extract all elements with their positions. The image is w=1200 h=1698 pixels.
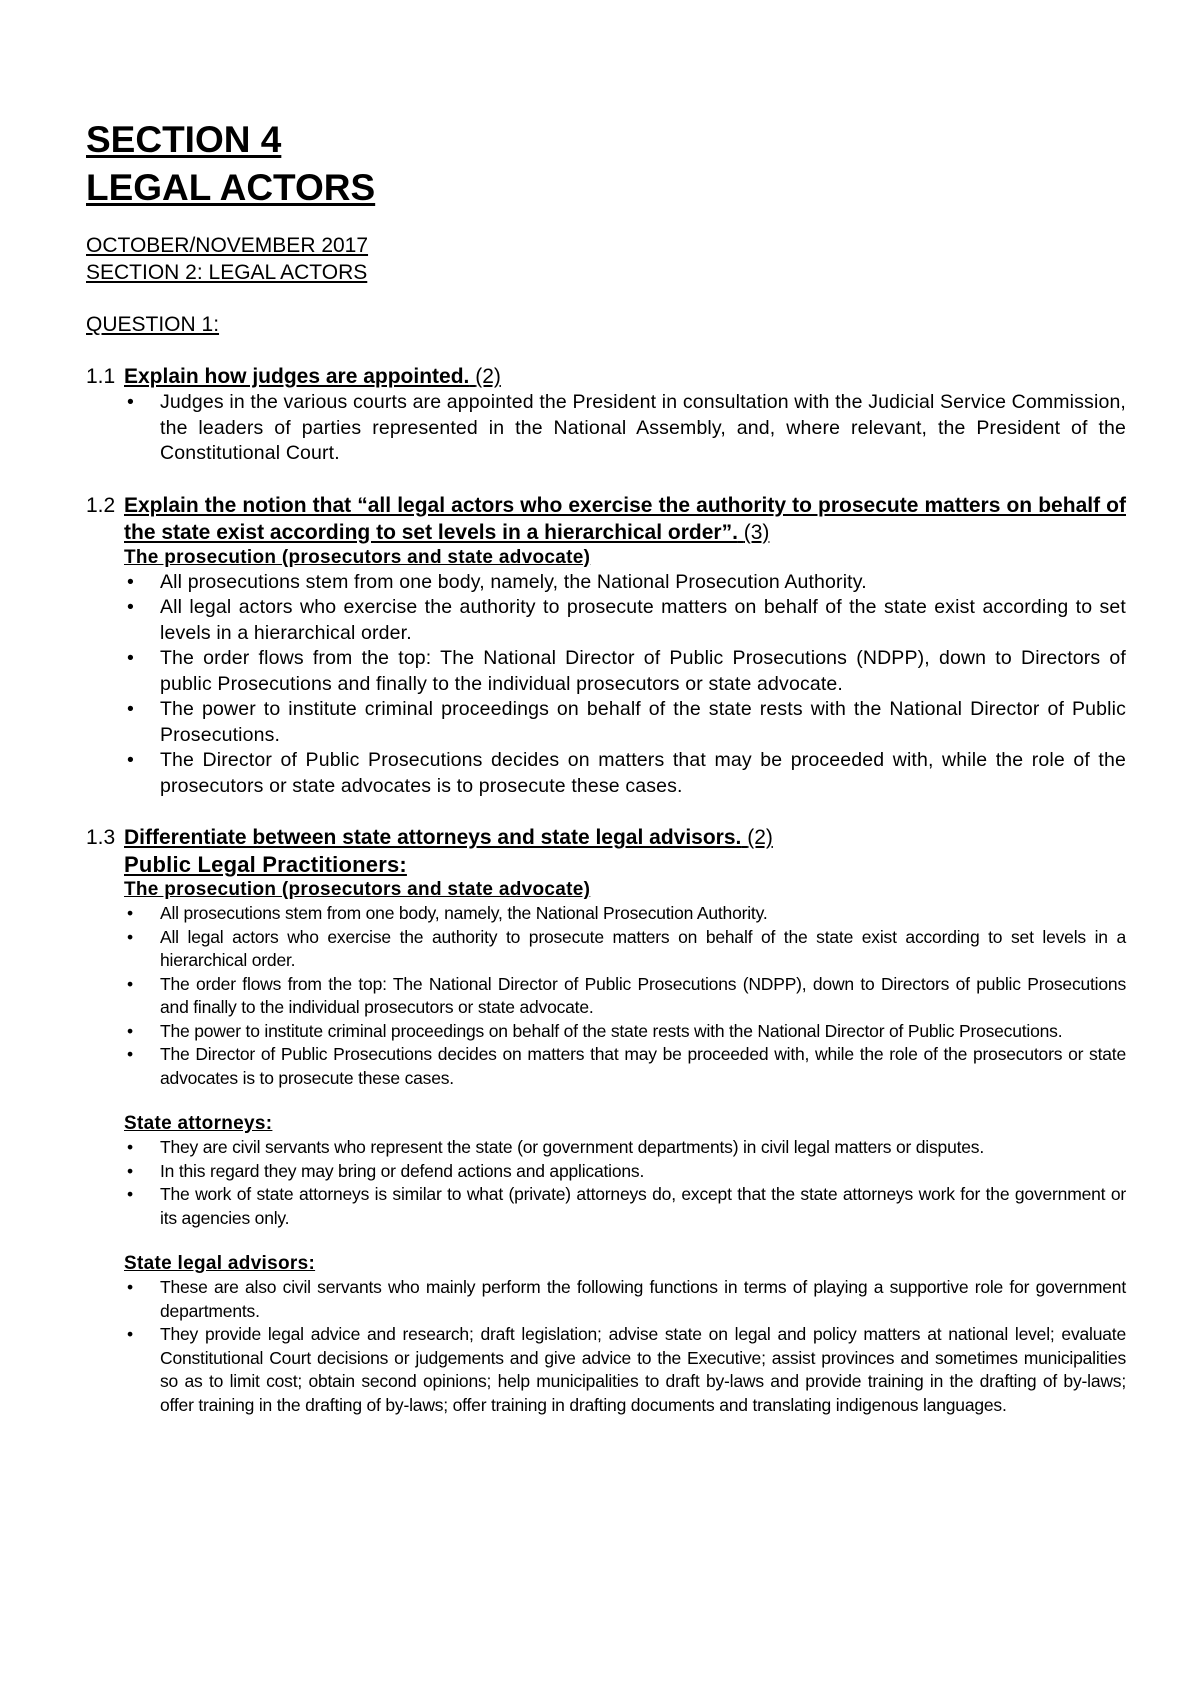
bullet-icon: • xyxy=(127,570,134,593)
bullet-icon: • xyxy=(127,1044,133,1064)
question-body xyxy=(124,363,1126,390)
list-item-text: The Director of Public Prosecutions decides on matters that may be proceeded with, while the role of the prosecutors or state advocates is to prosecute these cases. xyxy=(160,749,1126,797)
bullet-icon: • xyxy=(127,1184,133,1204)
list-item-text: Judges in the various courts are appointed the President in consultation with the Judicial Service Commission, the leaders of parties represented in the National Assembly, and, where relevant, the President of the Constitutional Court. xyxy=(160,391,1127,464)
list-item-text: The order flows from the top: The National Director of Public Prosecutions (NDPP), down to Directors of public Prosecutions and finally to the individual prosecutors or state advocate. xyxy=(160,973,1126,1017)
list-item-text: In this regard they may bring or defend actions and applications. xyxy=(160,1160,645,1181)
list-item-text: The work of state attorneys is similar to what (private) attorneys do, except that the state attorneys work for the government or its agencies only. xyxy=(160,1184,1126,1228)
bullet-icon: • xyxy=(127,926,133,947)
question-1-3 xyxy=(86,824,1126,902)
list-item-text: The Director of Public Prosecutions decides on matters that may be proceeded with, while the role of the prosecutors or state advocates is to prosecute these cases. xyxy=(160,1044,1126,1088)
question-title-text: Explain how judges are appointed. xyxy=(124,365,470,388)
bullet-icon: • xyxy=(127,1324,133,1344)
question-marks: (3) xyxy=(743,520,770,544)
question-body xyxy=(124,824,1126,902)
section-title-line2: LEGAL ACTORS xyxy=(86,167,376,208)
list-item xyxy=(124,1160,1126,1184)
answer-list-1-3 xyxy=(124,902,1126,1090)
state-attorneys-section xyxy=(124,1112,1126,1136)
list-item-text: All legal actors who exercise the authority to prosecute matters on behalf of the state exist according to set levels in a hierarchical order. xyxy=(160,596,1126,644)
question-number: 1.3 xyxy=(86,826,116,849)
state-legal-advisors-list xyxy=(124,1276,1126,1417)
bullet-icon: • xyxy=(127,1020,133,1041)
bullet-icon: • xyxy=(127,698,134,720)
state-attorneys-list xyxy=(124,1136,1126,1230)
question-title xyxy=(124,363,1126,390)
question-title-text: Explain the notion that “all legal actors who exercise the authority to prosecute matters on behalf of the state exist according to set levels in a hierarchical order”. xyxy=(124,493,1126,544)
list-item xyxy=(124,1136,1126,1160)
question-title-text: Differentiate between state attorneys and state legal advisors. xyxy=(124,826,742,849)
question-1-1 xyxy=(86,363,1126,390)
list-item-text: They provide legal advice and research; draft legislation; advise state on legal and policy matters at national level; evaluate Constitutional Court decisions or judgements and give advice to the Executive; assist provinces and sometimes municipalities so as to limit cost; obtain second opinions; help municipalities to draft by-laws and provide training in the drafting of by-laws; offer training in the drafting of by-laws; offer training in drafting documents and translating indigenous languages. xyxy=(160,1324,1126,1415)
bullet-icon: • xyxy=(127,647,134,669)
list-item-text: The power to institute criminal proceedings on behalf of the state rests with the National Director of Public Prosecutions. xyxy=(160,1020,1063,1041)
list-item xyxy=(124,926,1126,973)
section-title xyxy=(86,116,1126,212)
list-item xyxy=(124,748,1126,799)
exam-session: OCTOBER/NOVEMBER 2017 xyxy=(86,234,369,257)
list-item xyxy=(124,570,1126,596)
question-number: 1.2 xyxy=(86,493,116,517)
list-item xyxy=(124,973,1126,1020)
state-legal-advisors-section xyxy=(124,1252,1126,1276)
exam-header xyxy=(86,232,1126,286)
question-number: 1.1 xyxy=(86,365,116,388)
list-item xyxy=(124,1183,1126,1230)
question-title xyxy=(124,824,1126,851)
question-marks: (2) xyxy=(747,826,773,849)
answer-list-1-2 xyxy=(124,570,1126,800)
bullet-icon: • xyxy=(127,391,134,413)
list-item xyxy=(124,390,1126,467)
list-item xyxy=(124,646,1126,697)
list-item-text: These are also civil servants who mainly perform the following functions in terms of playing a supportive role for government departments. xyxy=(160,1277,1126,1321)
list-item xyxy=(124,1020,1126,1044)
bullet-icon: • xyxy=(127,1160,133,1181)
list-item-text: They are civil servants who represent the state (or government departments) in civil legal matters or disputes. xyxy=(160,1137,985,1157)
list-item xyxy=(124,1043,1126,1090)
question-title xyxy=(124,492,1126,546)
list-item-text: All prosecutions stem from one body, namely, the National Prosecution Authority. xyxy=(160,903,768,923)
list-item xyxy=(124,697,1126,748)
prosecution-subheading: The prosecution (prosecutors and state advocate) xyxy=(124,879,591,900)
bullet-icon: • xyxy=(127,1277,133,1297)
prosecution-subheading: The prosecution (prosecutors and state advocate) xyxy=(124,546,591,568)
list-item-text: All legal actors who exercise the authority to prosecute matters on behalf of the state exist according to set levels in a hierarchical order. xyxy=(160,926,1126,970)
answer-list-1-1 xyxy=(124,390,1126,467)
question-marks: (2) xyxy=(475,365,501,388)
question-heading: QUESTION 1: xyxy=(86,313,220,336)
state-legal-advisors-heading: State legal advisors: xyxy=(124,1253,316,1274)
question-1-2 xyxy=(86,492,1126,570)
exam-section: SECTION 2: LEGAL ACTORS xyxy=(86,261,368,284)
list-item-text: The power to institute criminal proceedings on behalf of the state rests with the National Director of Public Prosecutions. xyxy=(160,698,1126,746)
question-body xyxy=(124,492,1126,570)
bullet-icon: • xyxy=(127,596,134,618)
list-item xyxy=(124,1323,1126,1417)
list-item xyxy=(124,1276,1126,1323)
list-item-text: The order flows from the top: The National Director of Public Prosecutions (NDPP), down to Directors of public Prosecutions and finally to the individual prosecutors or state advocate. xyxy=(160,647,1126,695)
state-attorneys-heading: State attorneys: xyxy=(124,1113,273,1134)
bullet-icon: • xyxy=(127,1137,133,1157)
bullet-icon: • xyxy=(127,903,133,923)
list-item-text: All prosecutions stem from one body, namely, the National Prosecution Authority. xyxy=(160,570,867,593)
section-title-line1: SECTION 4 xyxy=(86,119,282,160)
bullet-icon: • xyxy=(127,973,133,994)
list-item xyxy=(124,595,1126,646)
bullet-icon: • xyxy=(127,749,134,771)
practitioners-heading: Public Legal Practitioners: xyxy=(124,852,407,877)
list-item xyxy=(124,902,1126,926)
